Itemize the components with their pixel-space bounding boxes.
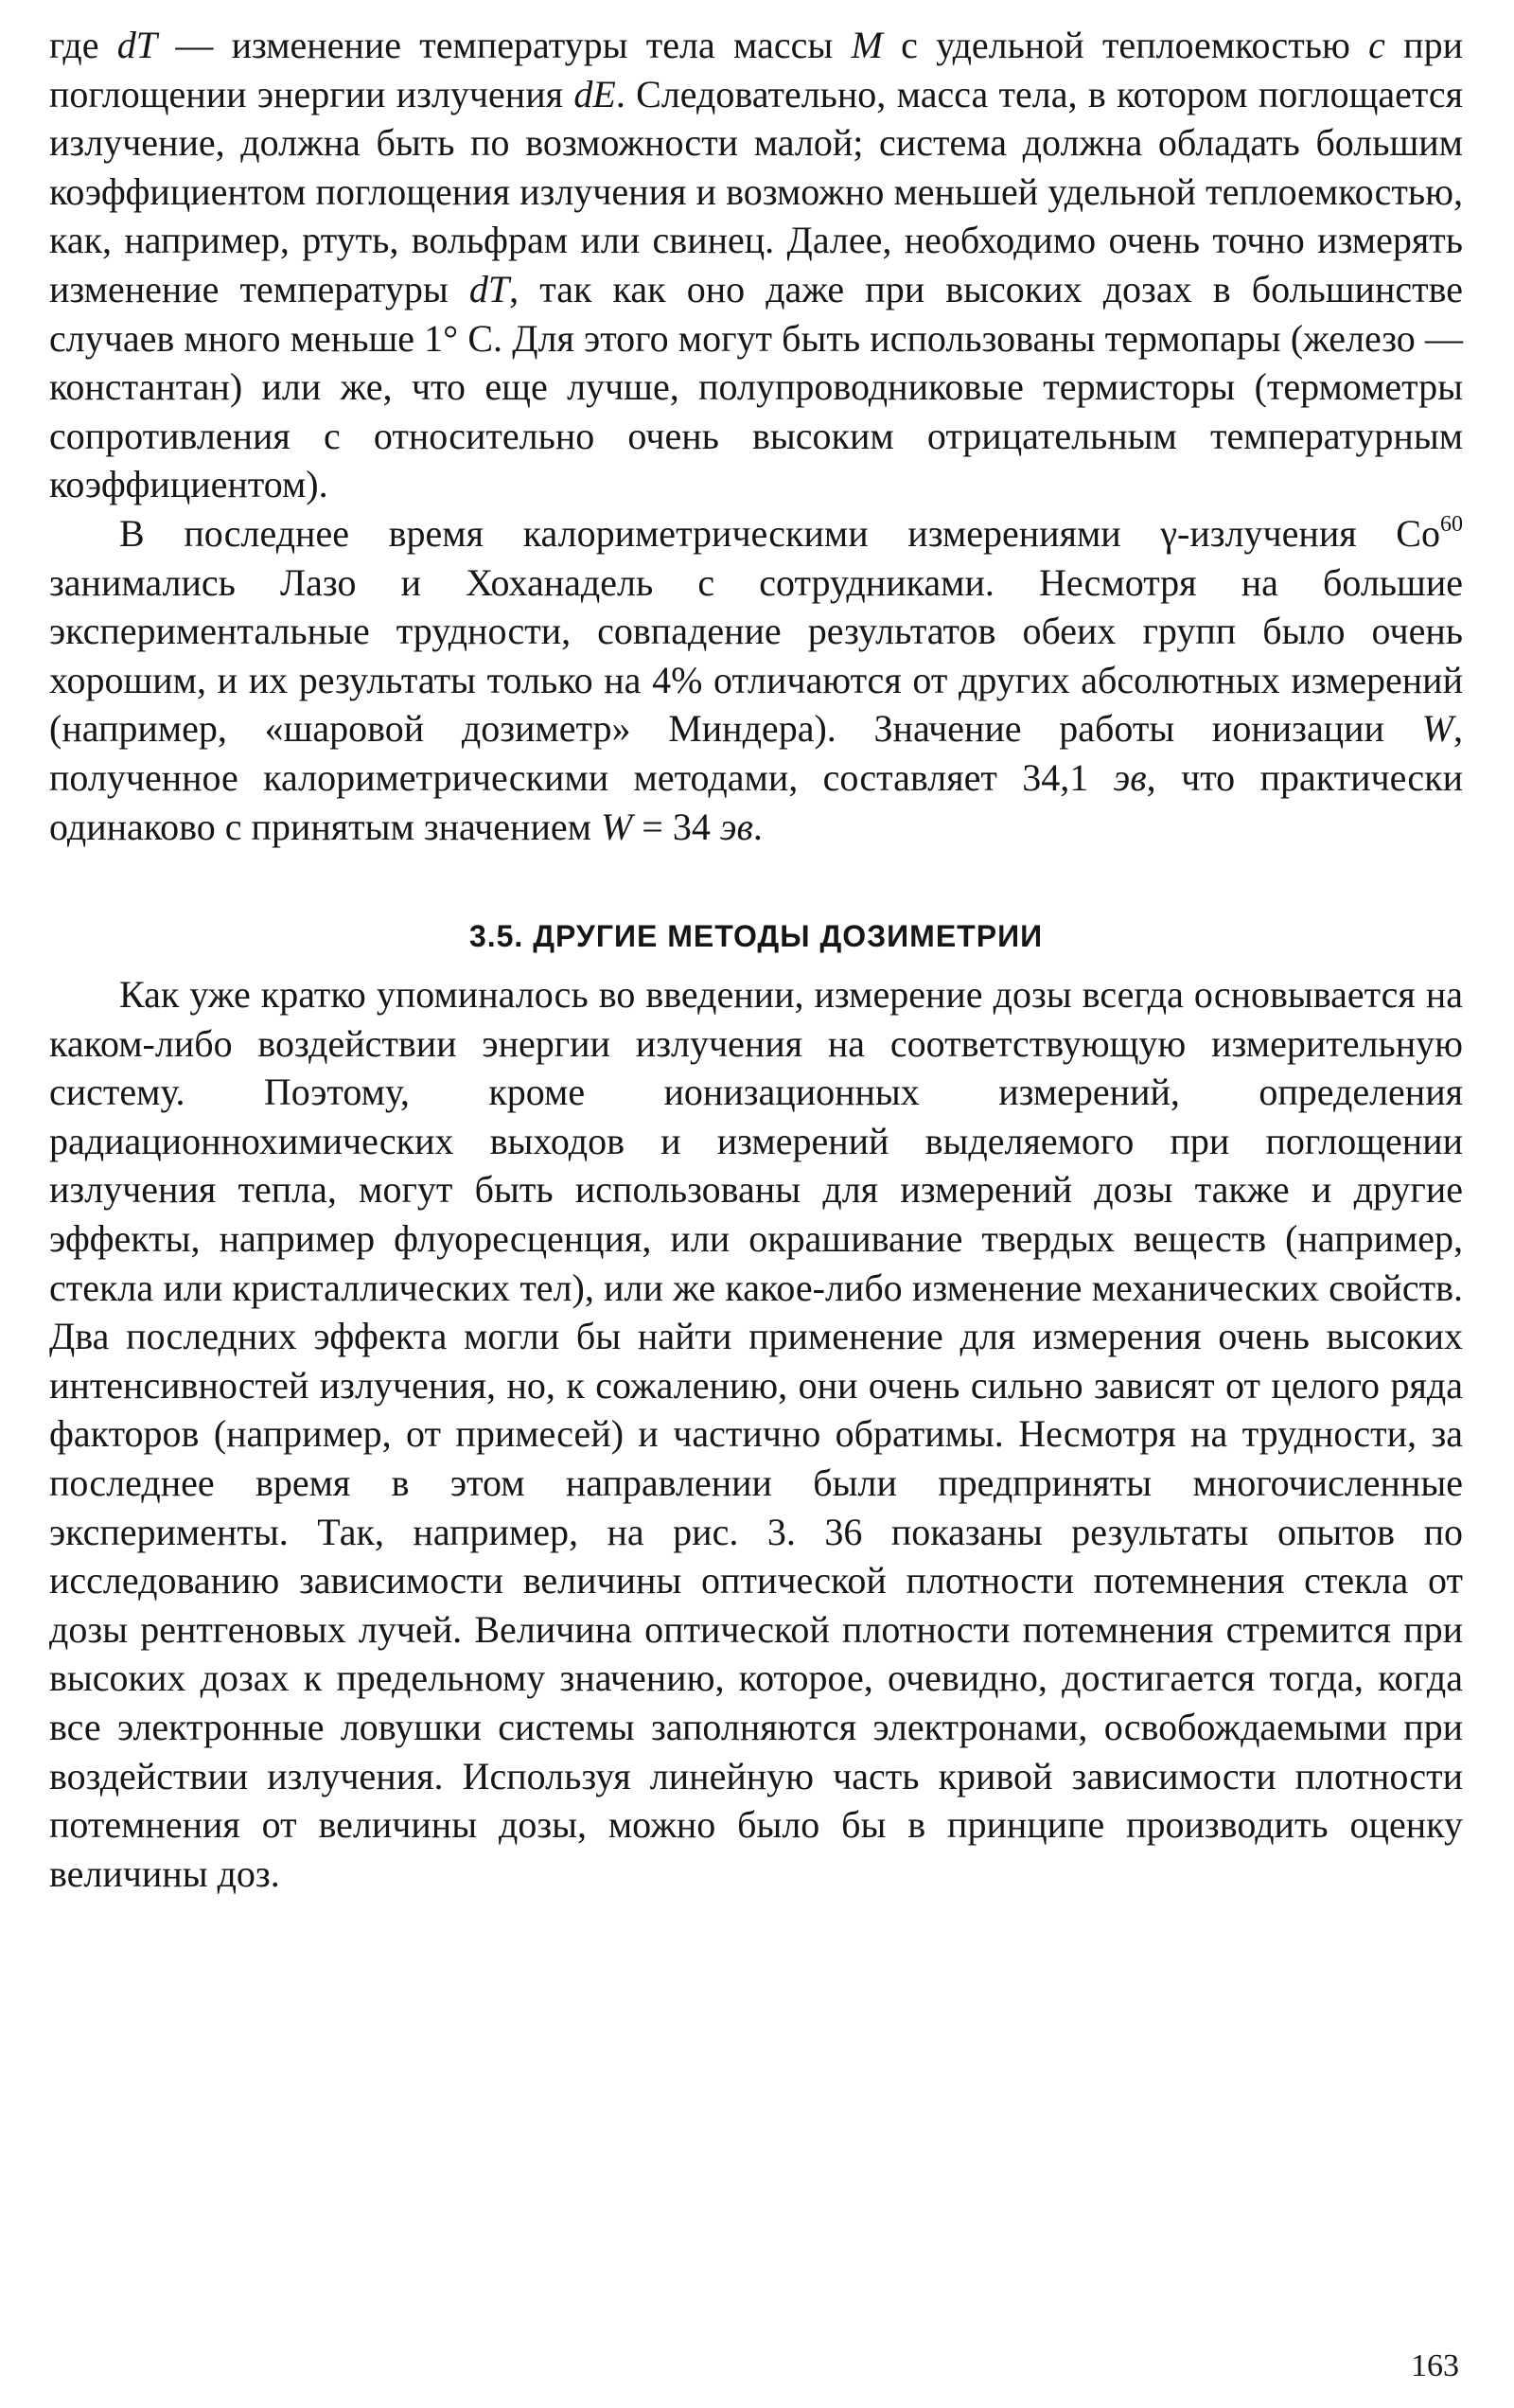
text-run: при поглощении энергии излучения — [49, 24, 1463, 115]
math-variable: M — [851, 24, 883, 66]
math-variable: dT — [116, 24, 158, 66]
math-variable: dT — [468, 267, 510, 310]
text-run: . Следовательно, масса тела, в котором поглощается излучение, должна быть по возможности малой; система должна обладать большим коэффициентом поглощения излучения и возможно меньшей удельной теплоемкостью, как, например, ртуть, вольфрам или свинец. Далее, необходимо очень точно измерять изменение температуры — [49, 72, 1463, 310]
text-run: с удельной теплоемкостью — [882, 24, 1369, 66]
math-variable: W — [600, 805, 633, 848]
text-run: В последнее время калориметрическими измерениями γ-излучения Co — [119, 511, 1440, 555]
text-run: = 34 — [632, 805, 720, 848]
page-number: 163 — [1411, 2348, 1459, 2383]
unit-label: эв — [719, 805, 753, 848]
text-run: , так как оно даже при высоких дозах в большинстве случаев много меньше 1° С. Для этого могут быть использованы термопары (железо — константан) или же, что еще лучше, полупроводниковые термисторы (термометры сопротивления с относительно очень высоким отрицательным температурным коэффициентом). — [49, 267, 1463, 506]
isotope-superscript: 60 — [1440, 511, 1463, 537]
math-variable: c — [1368, 24, 1385, 66]
text-run: где — [49, 24, 117, 66]
text-run: — изменение температуры тела массы — [157, 24, 852, 66]
section-heading: 3.5. ДРУГИЕ МЕТОДЫ ДОЗИМЕТРИИ — [468, 919, 1044, 954]
text-run: занимались Лазо и Хоханадель с сотрудниками. Несмотря на большие экспериментальные трудности, совпадение результатов обеих групп было очень хорошим, и их результаты только на 4% отличаются от других абсолютных измерений (например, «шаровой дозиметр» Миндера). Значение работы ионизации — [49, 560, 1463, 751]
text-run: . — [752, 805, 763, 848]
paragraph-calorimetry-continued — [49, 21, 1463, 509]
text-run: , что практически одинаково с принятым значением — [49, 755, 1463, 848]
math-variable: W — [1421, 707, 1453, 751]
page-text-column — [49, 21, 1463, 1898]
unit-label: эв — [1113, 755, 1147, 799]
paragraph-calorimetric-measurements — [49, 509, 1463, 851]
math-variable: dE — [573, 72, 616, 115]
paragraph-other-dosimetry-methods: Как уже кратко упоминалось во введении, измерение дозы всегда основывается на каком-либо воздействии энергии излучения на соответствующую измерительную систему. Поэтому, кроме ионизационных измерений, определения радиационнохимических выходов и измерений выделяемого при поглощении излучения тепла, могут быть использованы для измерений дозы также и другие эффекты, например флуоресценция, или окрашивание твердых веществ (например, стекла или кристаллических тел), или же какое-либо изменение механических свойств. Два последних эффекта могли бы найти применение для измерения очень высоких интенсивностей излучения, но, к сожалению, они очень сильно зависят от целого ряда факторов (например, от примесей) и частично обратимы. Несмотря на трудности, за последнее время в этом направлении были предприняты многочисленные эксперименты. Так, например, на рис. 3. 36 показаны результаты опытов по исследованию зависимости величины оптической плотности потемнения стекла от дозы рентгеновых лучей. Величина оптической плотности потемнения стремится при высоких дозах к предельному значению, которое, очевидно, достигается тогда, когда все электронные ловушки системы заполняются электронами, освобождаемыми при воздействии излучения. Используя линейную часть кривой зависимости плотности потемнения от величины дозы, можно было бы в принципе производить оценку величины доз. — [49, 973, 1463, 1895]
text-run: , полученное калориметрическими методами, составляет 34,1 — [49, 707, 1463, 799]
